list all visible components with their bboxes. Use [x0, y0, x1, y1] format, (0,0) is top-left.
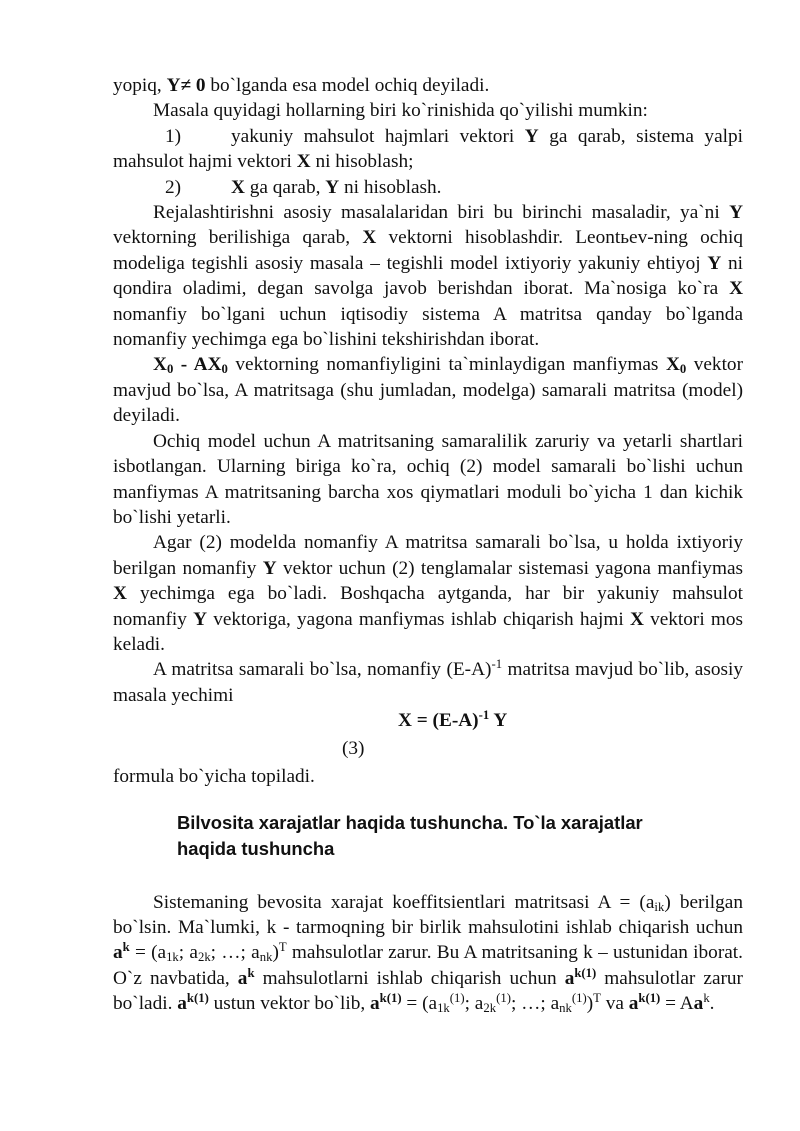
- bold-text: - AX: [173, 354, 222, 376]
- bold-text: a: [693, 993, 704, 1015]
- superscript: k(1): [186, 991, 209, 1006]
- bold-text: X: [113, 583, 127, 605]
- superscript: (1): [496, 991, 511, 1006]
- text: ni qondira oladimi, degan savolga javob berishdan iborat. Ma`nosiga ko`ra: [113, 252, 743, 300]
- bold-text: X: [665, 354, 680, 376]
- bold-text: a: [237, 967, 248, 989]
- text: vektorning nomanfiyligini ta`minlaydigan manfiymas: [227, 354, 666, 376]
- list-item-2: [113, 175, 743, 200]
- formula-equation: [398, 708, 507, 733]
- text: yechimga ega bo`ladi. Boshqacha aytganda, har bir yakuniy mahsulot nomanfiy: [113, 583, 743, 630]
- bold-text: X: [296, 151, 311, 173]
- text: vektor mavjud bo`lsa, A matritsaga (shu jumladan, modelga) samarali matritsa (model) deyiladi.: [113, 354, 743, 427]
- bold-text: Y: [707, 252, 722, 274]
- text: ): [272, 942, 279, 964]
- text: = (a: [129, 942, 167, 964]
- bold-text: X: [729, 278, 743, 300]
- subscript: 1k: [437, 1001, 450, 1016]
- bold-text: X: [362, 227, 377, 249]
- text: Rejalashtirishni asosiy masalalaridan biri bu birinchi masaladir, ya`ni: [153, 202, 730, 224]
- bold-text: X: [153, 354, 167, 376]
- superscript: T: [278, 940, 287, 955]
- text: Ochiq model uchun A matritsaning samaralilik zaruriy va yetarli shartlari isbotlangan. Ularning biriga ko`ra, ochiq (2) model samarali bo`lishi uchun manfiymas A matritsaning barcha xos qiymatlari moduli bo`yicha 1 dan kichik bo`lishi yetarli.: [113, 430, 743, 528]
- paragraph-4: [113, 429, 743, 531]
- text: ; …; a: [510, 993, 560, 1015]
- text: mahsulotlar zarur. Bu A matritsaning k – ustunidan iborat. O`z navbatida,: [113, 942, 743, 989]
- text: mahsulotlar zarur bo`ladi.: [113, 967, 743, 1015]
- bold-text: a: [564, 967, 575, 989]
- text: vektoriga, yagona manfiymas ishlab chiqarish hajmi: [207, 608, 630, 630]
- superscript: k: [122, 940, 130, 955]
- bold-text: Y: [729, 202, 743, 224]
- paragraph-7: [113, 764, 743, 789]
- superscript: (1): [571, 991, 587, 1006]
- text: ) berilgan bo`lsin. Ma`lumki, k - tarmoqning bir birlik mahsulotini ishlab chiqarish uchun: [113, 891, 743, 938]
- superscript: k: [703, 991, 710, 1006]
- text: Masala quyidagi hollarning biri ko`rinishida qo`yilishi mumkin:: [153, 100, 648, 122]
- text: vektor uchun (2) tenglamalar sistemasi yagona manfiymas: [276, 557, 744, 579]
- text: formula bo`yicha topiladi.: [113, 766, 315, 788]
- text: mahsulotlarni ishlab chiqarish uchun: [254, 967, 565, 989]
- text: matritsa mavjud bo`lib, asosiy masala yechimi: [113, 659, 744, 706]
- paragraph-8: [113, 890, 743, 1017]
- bold-text: Y: [262, 557, 277, 579]
- list-number: 2): [165, 176, 182, 198]
- text: vektori mos keladi.: [113, 608, 744, 655]
- text: ga qarab, sistema yalpi mahsulot hajmi vektori: [113, 125, 743, 173]
- subscript: 1k: [166, 950, 179, 965]
- paragraph-2: [113, 200, 743, 352]
- text: ni hisoblash;: [310, 151, 414, 173]
- superscript: -1: [491, 657, 503, 672]
- subscript: 2k: [483, 1001, 497, 1016]
- bold-text: a: [177, 993, 187, 1015]
- paragraph-5: [113, 530, 743, 657]
- bold-text: Y≠ 0: [166, 75, 206, 96]
- bold-text: Y: [325, 176, 340, 198]
- paragraph-6: [113, 657, 743, 708]
- paragraph-0: [113, 73, 743, 98]
- text: vektorni hisoblashdir. Leontьev-ning ochiq modeliga tegishli asosiy masala – tegishli model ixtiyoriy yakuniy ehtiyoj: [113, 227, 744, 274]
- text: ; a: [178, 942, 198, 964]
- list-item-1: [113, 124, 743, 175]
- bold-text: X: [231, 176, 245, 198]
- text: ni hisoblash.: [339, 176, 442, 198]
- bold-text: X: [629, 608, 644, 630]
- bold-text: a: [113, 942, 123, 964]
- text: ; a: [464, 993, 484, 1015]
- superscript: -1: [478, 708, 490, 723]
- superscript: k: [247, 965, 255, 980]
- section-heading: Bilvosita xarajatlar haqida tushuncha. To`la xarajatlar haqida tushuncha: [177, 811, 643, 859]
- superscript: k(1): [574, 965, 597, 980]
- bold-text: Y: [193, 608, 208, 630]
- subscript: 2k: [197, 950, 211, 965]
- text: ga qarab,: [244, 176, 326, 198]
- text: .: [709, 993, 715, 1015]
- text: ustun vektor bo`lib,: [208, 993, 371, 1015]
- bold-text: Y: [524, 125, 539, 147]
- text: yakuniy mahsulot hajmlari vektori: [231, 125, 525, 147]
- text: Sistemaning bevosita xarajat koeffitsientlari matritsasi A = (a: [153, 891, 655, 913]
- subscript: nk: [259, 950, 273, 965]
- subscript: nk: [559, 1001, 572, 1016]
- subscript: 0: [679, 362, 687, 377]
- superscript: k(1): [638, 991, 661, 1006]
- superscript: k(1): [379, 991, 402, 1006]
- document-page: [113, 73, 743, 1017]
- formula-block: [113, 708, 743, 764]
- text: nomanfiy bo`lgani uchun iqtisodiy sistema A matritsa qanday bo`lganda nomanfiy yechimga ega bo`lishini tekshirishdan iborat.: [113, 303, 743, 351]
- formula-rhs: Y: [489, 710, 508, 732]
- bold-text: a: [370, 993, 380, 1015]
- text: vektorning berilishiga qarab,: [113, 227, 363, 249]
- paragraph-1: [113, 98, 743, 123]
- bold-text: a: [628, 993, 639, 1015]
- text: bo`lganda esa model ochiq deyiladi.: [205, 75, 490, 96]
- superscript: T: [593, 991, 601, 1006]
- text: = (a: [401, 993, 438, 1015]
- formula-lhs: X = (E-A): [398, 710, 479, 732]
- formula-number: (3): [342, 738, 365, 760]
- paragraph-3: [113, 352, 743, 428]
- subscript: ik: [654, 899, 665, 914]
- text: ): [586, 993, 594, 1015]
- text: A matritsa samarali bo`lsa, nomanfiy (E-A): [153, 659, 492, 681]
- subscript: 0: [221, 362, 228, 377]
- superscript: (1): [449, 991, 465, 1006]
- text: va: [600, 993, 629, 1015]
- text: ; …; a: [210, 942, 260, 964]
- list-number: 1): [165, 125, 182, 147]
- text: Agar (2) modelda nomanfiy A matritsa samarali bo`lsa, u holda ixtiyoriy berilgan nomanfiy: [113, 532, 743, 579]
- text: = A: [660, 993, 694, 1015]
- subscript: 0: [166, 362, 174, 377]
- text: yopiq,: [113, 75, 167, 96]
